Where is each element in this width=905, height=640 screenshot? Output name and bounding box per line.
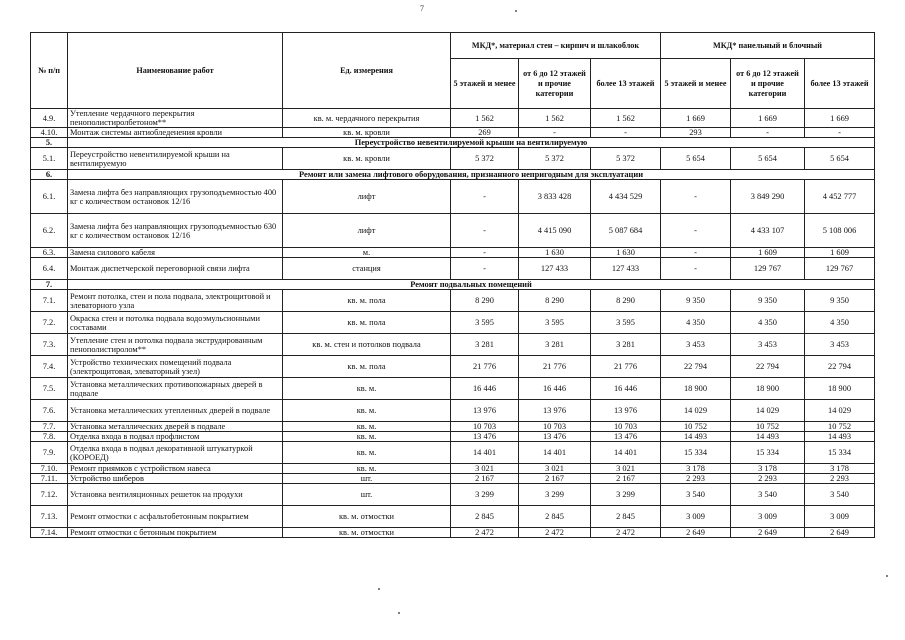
price-cell: 3 281 (519, 334, 591, 356)
scan-speck (398, 612, 400, 614)
work-name: Ремонт отмостки с бетонным покрытием (68, 528, 283, 538)
unit-of-measure: лифт (283, 180, 451, 214)
price-cell: 22 794 (731, 356, 805, 378)
price-cell: 129 767 (805, 258, 875, 280)
works-price-table (30, 32, 875, 538)
price-cell: 4 452 777 (805, 180, 875, 214)
row-number: 7.1. (31, 290, 68, 312)
price-cell: 14 493 (661, 432, 731, 442)
work-name: Установка вентиляционных решеток на продухи (68, 484, 283, 506)
row-number: 7.5. (31, 378, 68, 400)
work-name: Монтаж системы антиобледенения кровли (68, 128, 283, 138)
price-cell: 14 029 (731, 400, 805, 422)
table-row (31, 422, 875, 432)
price-cell: 21 776 (519, 356, 591, 378)
price-cell: 14 029 (805, 400, 875, 422)
price-cell: 1 669 (661, 109, 731, 128)
section-row (31, 170, 875, 180)
price-cell: 2 293 (805, 474, 875, 484)
row-number: 4.10. (31, 128, 68, 138)
price-cell: 129 767 (731, 258, 805, 280)
work-name: Ремонт приямков с устройством навеса (68, 464, 283, 474)
unit-of-measure: кв. м. кровли (283, 148, 451, 170)
price-cell: 15 334 (805, 442, 875, 464)
price-cell: 14 401 (519, 442, 591, 464)
work-name: Утепление стен и потолка подвала экструдированным пенополистиролом** (68, 334, 283, 356)
table-row (31, 378, 875, 400)
work-name: Ремонт отмостки с асфальтобетонным покрытием (68, 506, 283, 528)
price-cell: 13 976 (519, 400, 591, 422)
work-name: Отделка входа в подвал профлистом (68, 432, 283, 442)
row-number: 4.9. (31, 109, 68, 128)
work-name: Замена лифта без направляющих грузоподъемностью 630 кг с количеством остановок 12/16 (68, 214, 283, 248)
unit-of-measure: кв. м. (283, 464, 451, 474)
unit-of-measure: кв. м. (283, 400, 451, 422)
price-cell: 4 433 107 (731, 214, 805, 248)
price-cell: 14 029 (661, 400, 731, 422)
price-cell: 3 178 (661, 464, 731, 474)
table-row (31, 290, 875, 312)
unit-of-measure: лифт (283, 214, 451, 248)
price-cell: 5 654 (731, 148, 805, 170)
price-cell: 3 595 (591, 312, 661, 334)
work-name: Установка металлических утепленных дверей в подвале (68, 400, 283, 422)
price-cell: 15 334 (731, 442, 805, 464)
price-cell: 14 493 (731, 432, 805, 442)
table-row (31, 334, 875, 356)
price-cell: - (591, 128, 661, 138)
unit-of-measure: кв. м. (283, 432, 451, 442)
header-name: Наименование работ (68, 33, 283, 109)
price-cell: 5 087 684 (591, 214, 661, 248)
table-row (31, 484, 875, 506)
price-cell: 10 752 (805, 422, 875, 432)
unit-of-measure: кв. м. (283, 442, 451, 464)
row-number: 7.14. (31, 528, 68, 538)
table-row (31, 214, 875, 248)
row-number: 7.13. (31, 506, 68, 528)
work-name: Устройство технических помещений подвала (электрощитовая, элеваторный узел) (68, 356, 283, 378)
price-cell: 1 609 (805, 248, 875, 258)
table-row (31, 258, 875, 280)
price-cell: 5 372 (591, 148, 661, 170)
row-number: 5.1. (31, 148, 68, 170)
table-row (31, 248, 875, 258)
price-cell: - (731, 128, 805, 138)
price-cell: 3 009 (731, 506, 805, 528)
price-cell: 10 752 (731, 422, 805, 432)
work-name: Установка металлических дверей в подвале (68, 422, 283, 432)
price-cell: 3 299 (451, 484, 519, 506)
price-cell: 5 372 (451, 148, 519, 170)
price-cell: 2 167 (519, 474, 591, 484)
unit-of-measure: кв. м. (283, 422, 451, 432)
section-number: 5. (31, 138, 68, 148)
table-row (31, 528, 875, 538)
price-cell: 3 021 (451, 464, 519, 474)
price-cell: 3 178 (731, 464, 805, 474)
table-row (31, 506, 875, 528)
price-cell: 3 595 (451, 312, 519, 334)
unit-of-measure: кв. м. стен и потолков подвала (283, 334, 451, 356)
price-cell: 4 415 090 (519, 214, 591, 248)
row-number: 7.10. (31, 464, 68, 474)
work-name: Отделка входа в подвал декоративной штукатуркой (КОРОЕД) (68, 442, 283, 464)
unit-of-measure: кв. м. отмостки (283, 528, 451, 538)
price-cell: 4 350 (661, 312, 731, 334)
row-number: 6.1. (31, 180, 68, 214)
price-cell: 4 350 (731, 312, 805, 334)
unit-of-measure: кв. м. кровли (283, 128, 451, 138)
price-cell: 3 009 (661, 506, 731, 528)
price-cell: 3 299 (591, 484, 661, 506)
price-cell: 13 976 (451, 400, 519, 422)
row-number: 7.6. (31, 400, 68, 422)
price-cell: 3 281 (451, 334, 519, 356)
unit-of-measure: станция (283, 258, 451, 280)
price-cell: 3 849 290 (731, 180, 805, 214)
price-cell: 10 703 (519, 422, 591, 432)
price-cell: 127 433 (519, 258, 591, 280)
row-number: 7.3. (31, 334, 68, 356)
price-cell: 5 108 006 (805, 214, 875, 248)
header-sub: более 13 этажей (805, 59, 875, 109)
price-cell: 2 167 (451, 474, 519, 484)
price-cell: 2 472 (519, 528, 591, 538)
work-name: Переустройство невентилируемой крыши на вентилируемую (68, 148, 283, 170)
table-row (31, 109, 875, 128)
table-row (31, 312, 875, 334)
price-cell: - (451, 214, 519, 248)
price-cell: 3 021 (519, 464, 591, 474)
table-row (31, 442, 875, 464)
row-number: 7.2. (31, 312, 68, 334)
header-sub: 5 этажей и менее (661, 59, 731, 109)
unit-of-measure: шт. (283, 474, 451, 484)
price-cell: 5 654 (661, 148, 731, 170)
price-cell: 14 493 (805, 432, 875, 442)
price-cell: 2 649 (805, 528, 875, 538)
price-cell: 2 845 (451, 506, 519, 528)
price-cell: 1 562 (519, 109, 591, 128)
price-cell: 8 290 (451, 290, 519, 312)
price-cell: 14 401 (591, 442, 661, 464)
table-row (31, 464, 875, 474)
price-cell: 2 167 (591, 474, 661, 484)
scan-speck (378, 588, 380, 590)
price-cell: 14 401 (451, 442, 519, 464)
price-cell: 18 900 (661, 378, 731, 400)
price-cell: - (661, 180, 731, 214)
work-name: Замена силового кабеля (68, 248, 283, 258)
price-cell: 2 293 (731, 474, 805, 484)
price-cell: - (805, 128, 875, 138)
price-cell: 9 350 (731, 290, 805, 312)
unit-of-measure: м. (283, 248, 451, 258)
price-cell: 8 290 (591, 290, 661, 312)
price-cell: 5 654 (805, 148, 875, 170)
unit-of-measure: шт. (283, 484, 451, 506)
section-title: Ремонт или замена лифтового оборудования, признанного непригодным для эксплуатации (68, 170, 875, 180)
price-cell: 10 703 (451, 422, 519, 432)
price-cell: 2 472 (451, 528, 519, 538)
table-row (31, 400, 875, 422)
price-cell: 4 434 529 (591, 180, 661, 214)
page-number: 7 (420, 4, 424, 13)
price-cell: - (661, 258, 731, 280)
row-number: 7.12. (31, 484, 68, 506)
price-cell: 3 453 (661, 334, 731, 356)
unit-of-measure: кв. м. отмостки (283, 506, 451, 528)
unit-of-measure: кв. м. чердачного перекрытия (283, 109, 451, 128)
work-name: Ремонт потолка, стен и пола подвала, электрощитовой и элеваторного узла (68, 290, 283, 312)
price-cell: 5 372 (519, 148, 591, 170)
header-sub: от 6 до 12 этажей и прочие категории (731, 59, 805, 109)
table-row (31, 180, 875, 214)
table-row (31, 128, 875, 138)
price-cell: 3 540 (805, 484, 875, 506)
row-number: 7.9. (31, 442, 68, 464)
scan-speck (515, 10, 517, 12)
work-name: Замена лифта без направляющих грузоподъемностью 400 кг с количеством остановок 12/16 (68, 180, 283, 214)
table-row (31, 432, 875, 442)
price-cell: 269 (451, 128, 519, 138)
price-cell: 13 476 (519, 432, 591, 442)
unit-of-measure: кв. м. (283, 378, 451, 400)
work-name: Окраска стен и потолка подвала водоэмульсионными составами (68, 312, 283, 334)
price-cell: 22 794 (661, 356, 731, 378)
price-cell: - (451, 248, 519, 258)
price-cell: 16 446 (451, 378, 519, 400)
price-cell: 9 350 (661, 290, 731, 312)
table-body (31, 109, 875, 538)
price-cell: 2 293 (661, 474, 731, 484)
row-number: 6.4. (31, 258, 68, 280)
price-cell: 3 009 (805, 506, 875, 528)
header-sub: более 13 этажей (591, 59, 661, 109)
section-row (31, 280, 875, 290)
price-cell: - (661, 248, 731, 258)
work-name: Установка металлических противопожарных дверей в подвале (68, 378, 283, 400)
price-cell: 1 669 (731, 109, 805, 128)
header-sub: от 6 до 12 этажей и прочие категории (519, 59, 591, 109)
price-cell: 21 776 (451, 356, 519, 378)
header-group-brick: МКД*, материал стен – кирпич и шлакоблок (451, 33, 661, 59)
price-cell: 13 476 (591, 432, 661, 442)
price-cell: 2 649 (661, 528, 731, 538)
price-cell: 8 290 (519, 290, 591, 312)
section-row (31, 138, 875, 148)
section-number: 7. (31, 280, 68, 290)
price-cell: 18 900 (805, 378, 875, 400)
price-cell: 4 350 (805, 312, 875, 334)
row-number: 7.11. (31, 474, 68, 484)
price-cell: 293 (661, 128, 731, 138)
price-cell: 22 794 (805, 356, 875, 378)
section-title: Ремонт подвальных помещений (68, 280, 875, 290)
row-number: 6.2. (31, 214, 68, 248)
price-cell: 3 540 (661, 484, 731, 506)
unit-of-measure: кв. м. пола (283, 356, 451, 378)
header-num: № п/п (31, 33, 68, 109)
price-cell: 1 630 (591, 248, 661, 258)
section-title: Переустройство невентилируемой крыши на вентилируемую (68, 138, 875, 148)
price-cell: - (519, 128, 591, 138)
price-cell: 2 649 (731, 528, 805, 538)
header-sub: 5 этажей и менее (451, 59, 519, 109)
header-group-panel: МКД* панельный и блочный (661, 33, 875, 59)
section-number: 6. (31, 170, 68, 180)
unit-of-measure: кв. м. пола (283, 312, 451, 334)
price-cell: 13 976 (591, 400, 661, 422)
price-cell: 10 703 (591, 422, 661, 432)
price-cell: 10 752 (661, 422, 731, 432)
price-cell: 21 776 (591, 356, 661, 378)
row-number: 6.3. (31, 248, 68, 258)
work-name: Устройство шиберов (68, 474, 283, 484)
price-cell: 3 178 (805, 464, 875, 474)
table-header (31, 33, 875, 109)
header-unit: Ед. измерения (283, 33, 451, 109)
price-cell: 1 669 (805, 109, 875, 128)
price-cell: 2 845 (519, 506, 591, 528)
price-cell: 3 299 (519, 484, 591, 506)
price-cell: 3 021 (591, 464, 661, 474)
price-cell: - (451, 180, 519, 214)
table-row (31, 356, 875, 378)
price-cell: 18 900 (731, 378, 805, 400)
row-number: 7.7. (31, 422, 68, 432)
price-cell: 9 350 (805, 290, 875, 312)
table-row (31, 148, 875, 170)
price-cell: 3 595 (519, 312, 591, 334)
price-cell: 1 562 (591, 109, 661, 128)
price-cell: 1 630 (519, 248, 591, 258)
price-cell: 15 334 (661, 442, 731, 464)
price-cell: 3 453 (805, 334, 875, 356)
row-number: 7.8. (31, 432, 68, 442)
price-cell: 3 540 (731, 484, 805, 506)
work-name: Монтаж диспетчерской переговорной связи лифта (68, 258, 283, 280)
price-cell: 16 446 (519, 378, 591, 400)
price-cell: 2 845 (591, 506, 661, 528)
price-cell: 1 562 (451, 109, 519, 128)
price-cell: 127 433 (591, 258, 661, 280)
price-cell: 3 453 (731, 334, 805, 356)
price-cell: 3 833 428 (519, 180, 591, 214)
price-cell: - (451, 258, 519, 280)
scan-speck (886, 575, 888, 577)
work-name: Утепление чердачного перекрытия пенополистиролбетоном** (68, 109, 283, 128)
table-row (31, 474, 875, 484)
row-number: 7.4. (31, 356, 68, 378)
price-cell: 3 281 (591, 334, 661, 356)
unit-of-measure: кв. м. пола (283, 290, 451, 312)
price-cell: - (661, 214, 731, 248)
price-cell: 16 446 (591, 378, 661, 400)
price-cell: 13 476 (451, 432, 519, 442)
price-cell: 2 472 (591, 528, 661, 538)
price-cell: 1 609 (731, 248, 805, 258)
